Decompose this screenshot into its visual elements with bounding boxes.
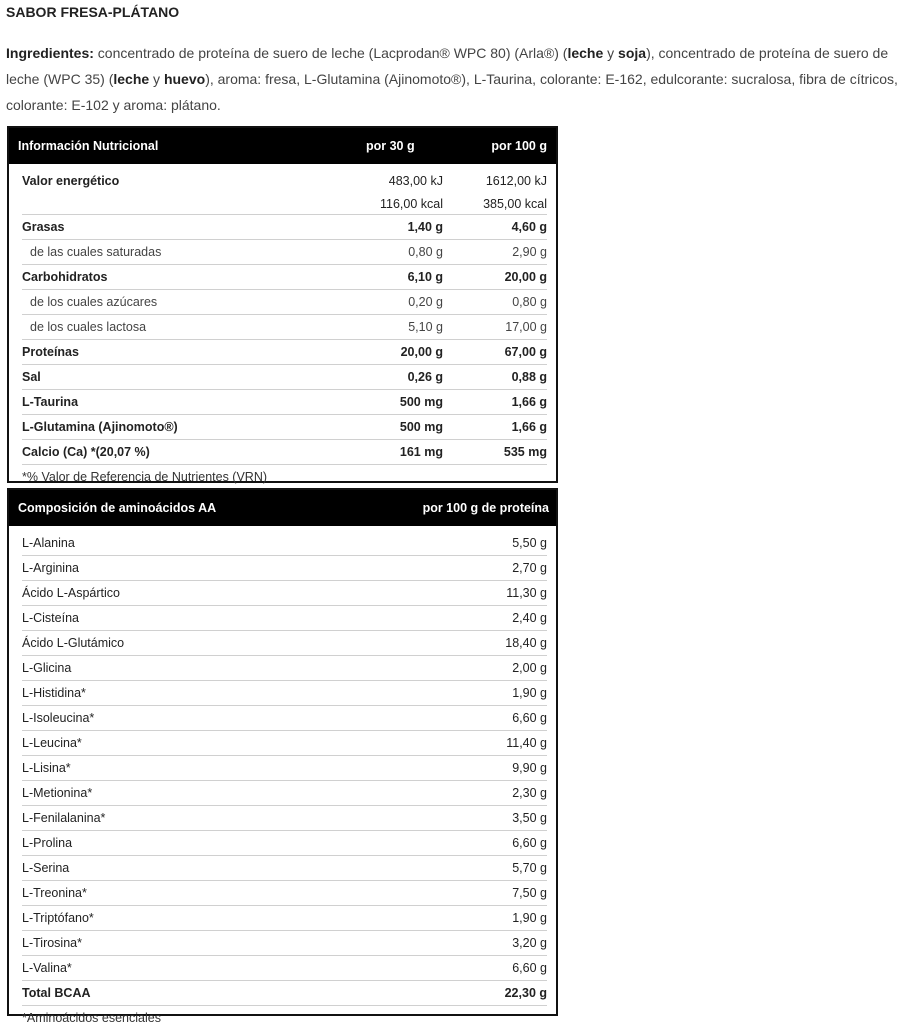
amino-acid-value: 18,40 g — [505, 636, 547, 650]
row-label: Calcio (Ca) *(20,07 %) — [22, 445, 150, 459]
amino-acid-value: 7,50 g — [512, 886, 547, 900]
table-row — [22, 264, 547, 289]
row-label: de las cuales saturadas — [30, 245, 162, 259]
table-row — [22, 192, 547, 214]
table-row — [22, 580, 547, 605]
table-row — [22, 680, 547, 705]
ingredients-text: y — [149, 71, 164, 87]
amino-acid-name: L-Arginina — [22, 561, 79, 575]
flavor-title: SABOR FRESA-PLÁTANO — [6, 4, 180, 20]
table-row — [22, 905, 547, 930]
allergen-milk: leche — [567, 45, 604, 61]
amino-acid-name: L-Fenilalanina* — [22, 811, 106, 825]
header-col-30g: por 30 g — [366, 139, 415, 153]
value-per-100g: 535 mg — [503, 445, 547, 459]
row-label: L-Taurina — [22, 395, 79, 409]
row-label: Valor energético — [22, 174, 120, 188]
amino-acid-value: 1,90 g — [512, 686, 547, 700]
table-row — [22, 855, 547, 880]
table-row — [22, 930, 547, 955]
amino-acid-name: Ácido L-Glutámico — [22, 636, 125, 650]
value-per-30g: 500 mg — [399, 420, 443, 434]
table-row — [22, 389, 547, 414]
amino-acid-value: 2,40 g — [512, 611, 547, 625]
amino-acid-name: L-Tirosina* — [22, 936, 82, 950]
nutrition-rows — [9, 169, 556, 489]
amino-acid-value: 6,60 g — [512, 836, 547, 850]
table-row — [22, 955, 547, 980]
amino-acid-table — [7, 488, 558, 1025]
footnote-row — [22, 464, 547, 489]
row-label: de los cuales lactosa — [30, 320, 147, 334]
ingredients-text: ), concentrado de proteína de suero de leche (WPC 35) ( — [6, 45, 889, 87]
value-per-100g: 0,80 g — [512, 295, 547, 309]
table-row — [22, 805, 547, 830]
ingredients-paragraph — [6, 40, 904, 118]
value-per-30g: 0,26 g — [407, 370, 443, 384]
ingredients-text: y — [603, 45, 619, 61]
value-per-30g: 1,40 g — [407, 220, 443, 234]
value-per-30g: 116,00 kcal — [379, 197, 443, 211]
header-col-100g: por 100 g — [491, 139, 547, 153]
table-row — [22, 880, 547, 905]
allergen-soy: soja — [618, 45, 647, 61]
value-per-30g: 0,20 g — [408, 295, 443, 309]
amino-acid-name: L-Triptófano* — [22, 911, 94, 925]
amino-acid-name: L-Cisteína — [22, 611, 79, 625]
table-row — [22, 555, 547, 580]
table-row — [22, 214, 547, 239]
value-per-100g: 2,90 g — [512, 245, 547, 259]
table-row — [22, 364, 547, 389]
amino-acid-value: 22,30 g — [504, 986, 547, 1000]
amino-acid-value: 3,50 g — [512, 811, 547, 825]
amino-acid-name: L-Valina* — [22, 961, 72, 975]
table-row — [22, 169, 547, 192]
table-row — [22, 605, 547, 630]
amino-acid-name: L-Lisina* — [22, 761, 71, 775]
table-row — [22, 980, 547, 1005]
amino-acid-name: L-Isoleucina* — [22, 711, 95, 725]
amino-acid-value: 2,00 g — [512, 661, 547, 675]
table-row — [22, 755, 547, 780]
value-per-100g: 1,66 g — [511, 395, 547, 409]
amino-acid-name: L-Treonina* — [22, 886, 87, 900]
amino-acid-name: L-Metionina* — [22, 786, 93, 800]
value-per-30g: 483,00 kJ — [388, 174, 443, 188]
amino-acid-value: 2,70 g — [512, 561, 547, 575]
amino-acid-value: 3,20 g — [512, 936, 547, 950]
value-per-30g: 5,10 g — [408, 320, 443, 334]
amino-acid-value: 6,60 g — [512, 711, 547, 725]
amino-acid-value: 11,30 g — [506, 586, 547, 600]
amino-table-header — [9, 490, 556, 526]
row-label: Grasas — [22, 220, 65, 234]
table-row — [22, 239, 547, 264]
table-row — [22, 289, 547, 314]
value-per-100g: 385,00 kcal — [483, 197, 547, 211]
header-col-protein: por 100 g de proteína — [422, 501, 549, 515]
value-per-30g: 161 mg — [399, 445, 443, 459]
value-per-30g: 20,00 g — [400, 345, 443, 359]
value-per-100g: 1,66 g — [511, 420, 547, 434]
table-row — [22, 531, 547, 555]
value-per-30g: 0,80 g — [408, 245, 443, 259]
value-per-30g: 6,10 g — [407, 270, 443, 284]
amino-acid-value: 9,90 g — [512, 761, 547, 775]
ingredients-text: concentrado de proteína de suero de leche (Lacprodan® WPC 80) (Arla®) ( — [93, 45, 568, 61]
table-row — [22, 314, 547, 339]
amino-acid-name: Ácido L-Aspártico — [22, 586, 120, 600]
table-row — [22, 339, 547, 364]
row-label: L-Glutamina (Ajinomoto®) — [22, 420, 178, 434]
row-label: de los cuales azúcares — [30, 295, 158, 309]
nutrition-table — [7, 126, 558, 483]
table-row — [22, 730, 547, 755]
row-label: Carbohidratos — [22, 270, 108, 284]
table-row — [22, 780, 547, 805]
value-per-100g: 17,00 g — [505, 320, 547, 334]
amino-acid-value: 11,40 g — [506, 736, 547, 750]
amino-acid-name: L-Alanina — [22, 536, 75, 550]
table-row — [22, 655, 547, 680]
footnote-essential: *Aminoácidos esenciales — [22, 1011, 161, 1025]
amino-acid-value: 5,70 g — [512, 861, 547, 875]
nutrition-table-header — [9, 128, 556, 164]
row-label: Proteínas — [22, 345, 79, 359]
value-per-100g: 4,60 g — [511, 220, 547, 234]
amino-rows — [9, 531, 556, 1030]
value-per-100g: 20,00 g — [504, 270, 547, 284]
allergen-egg: huevo — [163, 71, 206, 87]
amino-acid-name: L-Leucina* — [22, 736, 82, 750]
amino-acid-name: L-Serina — [22, 861, 70, 875]
amino-acid-value: 2,30 g — [512, 786, 547, 800]
amino-acid-name: L-Glicina — [22, 661, 72, 675]
value-per-30g: 500 mg — [399, 395, 443, 409]
amino-acid-value: 6,60 g — [512, 961, 547, 975]
amino-acid-name: Total BCAA — [22, 986, 91, 1000]
amino-acid-name: L-Histidina* — [22, 686, 86, 700]
table-row — [22, 705, 547, 730]
amino-acid-value: 1,90 g — [512, 911, 547, 925]
header-label: Composición de aminoácidos AA — [18, 501, 217, 515]
amino-acid-value: 5,50 g — [512, 536, 547, 550]
allergen-milk: leche — [113, 71, 150, 87]
table-row — [22, 414, 547, 439]
value-per-100g: 67,00 g — [504, 345, 547, 359]
table-row — [22, 439, 547, 464]
ingredients-label: Ingredientes: — [6, 45, 94, 61]
footnote-row — [22, 1005, 547, 1030]
table-row — [22, 830, 547, 855]
value-per-100g: 0,88 g — [511, 370, 547, 384]
table-row — [22, 630, 547, 655]
footnote-vrn: *% Valor de Referencia de Nutrientes (VRN) — [22, 470, 268, 484]
ingredients-text: ), aroma: fresa, L-Glutamina (Ajinomoto®), L-Taurina, colorante: E-162, edulcorante: sucralosa, fibra de cítricos, colorante: E-102 y aroma: plátano. — [6, 71, 898, 113]
value-per-100g: 1612,00 kJ — [485, 174, 547, 188]
header-label: Información Nutricional — [18, 139, 159, 153]
row-label: Sal — [22, 370, 41, 384]
amino-acid-name: L-Prolina — [22, 836, 73, 850]
